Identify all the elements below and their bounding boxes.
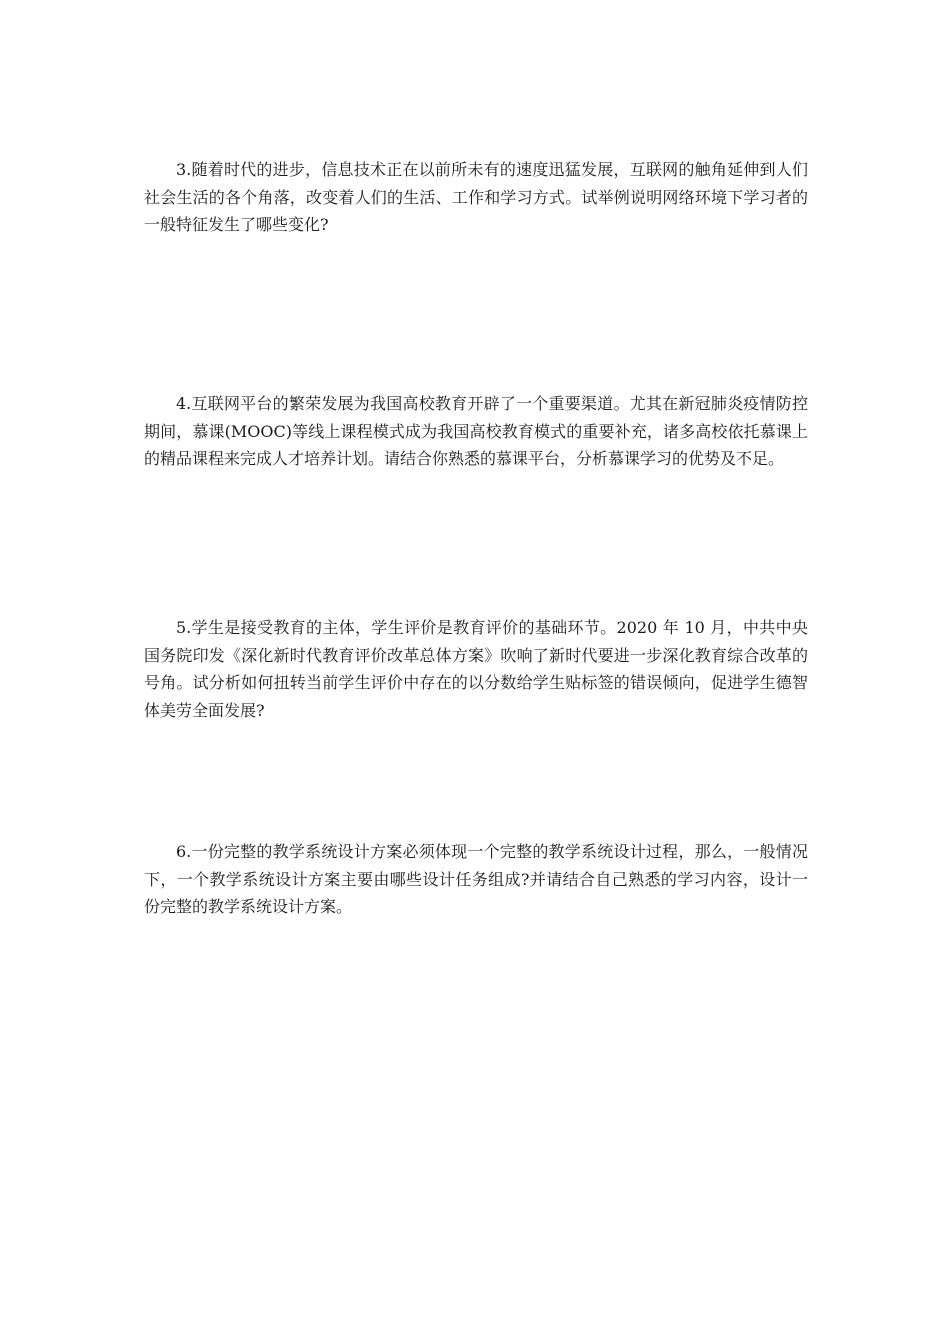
question-4 <box>144 390 808 473</box>
question-3-text: 随着时代的进步，信息技术正在以前所未有的速度迅猛发展，互联网的触角延伸到人们社会生活的各个角落，改变着人们的生活、工作和学习方式。试举例说明网络环境下学习者的一般特征发生了哪些变化? <box>144 160 808 234</box>
question-6-text: 一份完整的教学系统设计方案必须体现一个完整的教学系统设计过程，那么，一般情况下，一个教学系统设计方案主要由哪些设计任务组成?并请结合自己熟悉的学习内容，设计一份完整的教学系统设计方案。 <box>144 842 808 916</box>
question-6 <box>144 838 808 921</box>
question-5-number: 5. <box>176 618 192 637</box>
question-5 <box>144 614 808 724</box>
question-6-number: 6. <box>176 842 192 861</box>
question-3 <box>144 156 808 239</box>
question-3-number: 3. <box>176 160 192 179</box>
question-4-number: 4. <box>176 394 192 413</box>
question-5-text: 学生是接受教育的主体，学生评价是教育评价的基础环节。2020 年 10 月，中共中央国务院印发《深化新时代教育评价改革总体方案》吹响了新时代要进一步深化教育综合改革的号角。试分析如何扭转当前学生评价中存在的以分数给学生贴标签的错误倾向，促进学生德智体美劳全面发展? <box>144 618 808 720</box>
question-4-text: 互联网平台的繁荣发展为我国高校教育开辟了一个重要渠道。尤其在新冠肺炎疫情防控期间，慕课(MOOC)等线上课程模式成为我国高校教育模式的重要补充，诸多高校依托慕课上的精品课程来完成人才培养计划。请结合你熟悉的慕课平台，分析慕课学习的优势及不足。 <box>144 394 808 468</box>
